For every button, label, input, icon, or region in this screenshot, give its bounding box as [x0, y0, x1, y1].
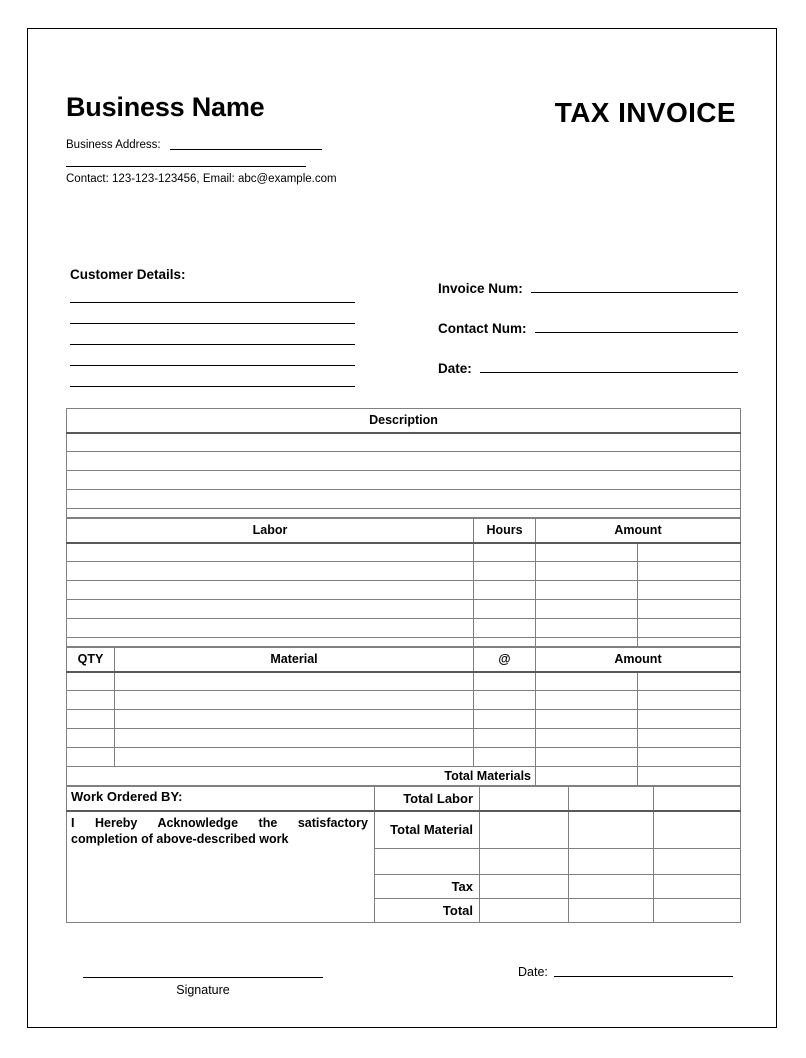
material-amount-cell-a[interactable] — [536, 710, 638, 729]
invoice-num-input[interactable] — [531, 292, 738, 293]
labor-amount-header: Amount — [536, 519, 741, 543]
material-table — [66, 647, 741, 786]
invoice-tables — [66, 408, 740, 923]
tax-value-b[interactable] — [569, 875, 654, 899]
invoice-page — [27, 28, 777, 1028]
labor-desc-cell[interactable] — [67, 562, 474, 581]
totals-blank-value-c[interactable] — [654, 849, 741, 875]
invoice-date-row — [438, 361, 738, 376]
business-contact-line: Contact: 123-123-123456, Email: abc@example.com — [66, 173, 337, 186]
customer-detail-line[interactable] — [70, 302, 355, 303]
material-row — [67, 729, 741, 748]
contact-num-input[interactable] — [535, 332, 739, 333]
tax-value-c[interactable] — [654, 875, 741, 899]
business-address-row — [66, 140, 740, 153]
material-row — [67, 672, 741, 691]
material-qty-cell[interactable] — [67, 691, 115, 710]
customer-detail-line[interactable] — [70, 365, 355, 366]
material-rate-cell[interactable] — [474, 672, 536, 691]
footer-date-input[interactable] — [554, 976, 733, 977]
material-amount-cell-a[interactable] — [536, 748, 638, 767]
material-header: Material — [115, 648, 474, 672]
labor-amount-cell-a[interactable] — [536, 619, 638, 638]
material-rate-cell[interactable] — [474, 729, 536, 748]
labor-amount-cell-b[interactable] — [638, 581, 741, 600]
material-desc-cell[interactable] — [115, 729, 474, 748]
section-spacer — [67, 638, 474, 647]
labor-desc-cell[interactable] — [67, 581, 474, 600]
labor-amount-cell-a[interactable] — [536, 600, 638, 619]
labor-header: Labor — [67, 519, 474, 543]
description-row[interactable] — [67, 471, 741, 490]
material-amount-cell-b[interactable] — [638, 748, 741, 767]
customer-detail-line[interactable] — [70, 386, 355, 387]
total-labor-value-b[interactable] — [569, 787, 654, 811]
total-materials-value-b[interactable] — [638, 767, 741, 786]
tax-label: Tax — [375, 875, 480, 899]
signature-block — [66, 959, 740, 1019]
material-qty-cell[interactable] — [67, 748, 115, 767]
customer-details-block — [70, 267, 375, 387]
section-spacer — [536, 638, 638, 647]
business-address-line-2[interactable] — [66, 166, 306, 167]
material-rate-cell[interactable] — [474, 691, 536, 710]
total-value-a[interactable] — [480, 899, 569, 923]
description-row[interactable] — [67, 433, 741, 452]
material-rate-header: @ — [474, 648, 536, 672]
customer-details-title: Customer Details: — [70, 267, 186, 282]
totals-table — [66, 786, 741, 923]
footer-date-label: Date: — [518, 965, 548, 979]
totals-blank-value-b[interactable] — [569, 849, 654, 875]
material-qty-cell[interactable] — [67, 710, 115, 729]
total-value-b[interactable] — [569, 899, 654, 923]
material-amount-cell-b[interactable] — [638, 672, 741, 691]
labor-hours-cell[interactable] — [474, 619, 536, 638]
material-amount-cell-a[interactable] — [536, 672, 638, 691]
description-row[interactable] — [67, 490, 741, 509]
document-title: TAX INVOICE — [554, 97, 736, 128]
labor-amount-cell-a[interactable] — [536, 581, 638, 600]
business-address-block — [66, 140, 740, 186]
customer-detail-line[interactable] — [70, 323, 355, 324]
acknowledgement-text: I Hereby Acknowledge the satisfactory completion of above-described work — [67, 811, 375, 923]
tax-value-a[interactable] — [480, 875, 569, 899]
footer-date-row — [518, 965, 733, 979]
totals-blank-label — [375, 849, 480, 875]
material-amount-header: Amount — [536, 648, 741, 672]
total-material-value-a[interactable] — [480, 811, 569, 849]
page-content — [66, 29, 740, 1027]
signature-caption: Signature — [176, 983, 230, 997]
totals-blank-value-a[interactable] — [480, 849, 569, 875]
business-address-line-1[interactable] — [170, 149, 322, 150]
signature-line[interactable] — [83, 977, 323, 978]
labor-hours-cell[interactable] — [474, 581, 536, 600]
invoice-num-row — [438, 281, 738, 296]
material-amount-cell-a[interactable] — [536, 691, 638, 710]
material-desc-cell[interactable] — [115, 710, 474, 729]
labor-table — [66, 518, 741, 647]
total-labor-label: Total Labor — [375, 787, 480, 811]
material-amount-cell-b[interactable] — [638, 710, 741, 729]
labor-amount-cell-b[interactable] — [638, 600, 741, 619]
material-amount-cell-b[interactable] — [638, 691, 741, 710]
total-materials-value-a[interactable] — [536, 767, 638, 786]
labor-row — [67, 562, 741, 581]
section-spacer — [638, 638, 741, 647]
business-name: Business Name — [66, 92, 265, 122]
contact-num-row — [438, 321, 738, 336]
material-rate-cell[interactable] — [474, 748, 536, 767]
business-address-label: Business Address: — [66, 138, 161, 151]
material-qty-header: QTY — [67, 648, 115, 672]
invoice-date-input[interactable] — [480, 372, 738, 373]
material-desc-cell[interactable] — [115, 748, 474, 767]
total-material-label: Total Material — [375, 811, 480, 849]
invoice-meta-block — [438, 281, 738, 376]
total-labor-value-a[interactable] — [480, 787, 569, 811]
total-material-value-b[interactable] — [569, 811, 654, 849]
labor-amount-cell-b[interactable] — [638, 562, 741, 581]
section-spacer — [474, 638, 536, 647]
material-row — [67, 748, 741, 767]
description-row[interactable] — [67, 452, 741, 471]
customer-detail-line[interactable] — [70, 344, 355, 345]
labor-hours-cell[interactable] — [474, 543, 536, 562]
labor-desc-cell[interactable] — [67, 543, 474, 562]
labor-hours-header: Hours — [474, 519, 536, 543]
labor-desc-cell[interactable] — [67, 600, 474, 619]
labor-hours-cell[interactable] — [474, 600, 536, 619]
labor-amount-cell-a[interactable] — [536, 543, 638, 562]
material-amount-cell-a[interactable] — [536, 729, 638, 748]
contact-num-label: Contact Num: — [438, 321, 527, 336]
total-materials-row — [67, 767, 741, 786]
material-desc-cell[interactable] — [115, 672, 474, 691]
labor-row — [67, 543, 741, 562]
labor-hours-cell[interactable] — [474, 562, 536, 581]
total-labor-value-c[interactable] — [654, 787, 741, 811]
invoice-num-label: Invoice Num: — [438, 281, 523, 296]
description-header: Description — [67, 409, 741, 433]
labor-amount-cell-a[interactable] — [536, 562, 638, 581]
material-rate-cell[interactable] — [474, 710, 536, 729]
material-desc-cell[interactable] — [115, 691, 474, 710]
material-qty-cell[interactable] — [67, 672, 115, 691]
material-row — [67, 710, 741, 729]
total-value-c[interactable] — [654, 899, 741, 923]
section-spacer — [67, 509, 741, 518]
invoice-date-label: Date: — [438, 361, 472, 376]
material-amount-cell-b[interactable] — [638, 729, 741, 748]
labor-amount-cell-b[interactable] — [638, 543, 741, 562]
total-materials-label: Total Materials — [67, 767, 536, 786]
material-qty-cell[interactable] — [67, 729, 115, 748]
labor-amount-cell-b[interactable] — [638, 619, 741, 638]
labor-row — [67, 581, 741, 600]
total-material-value-c[interactable] — [654, 811, 741, 849]
material-row — [67, 691, 741, 710]
description-table — [66, 408, 741, 518]
labor-row — [67, 600, 741, 619]
labor-desc-cell[interactable] — [67, 619, 474, 638]
labor-row — [67, 619, 741, 638]
total-label: Total — [375, 899, 480, 923]
work-ordered-by-label: Work Ordered BY: — [67, 787, 375, 811]
